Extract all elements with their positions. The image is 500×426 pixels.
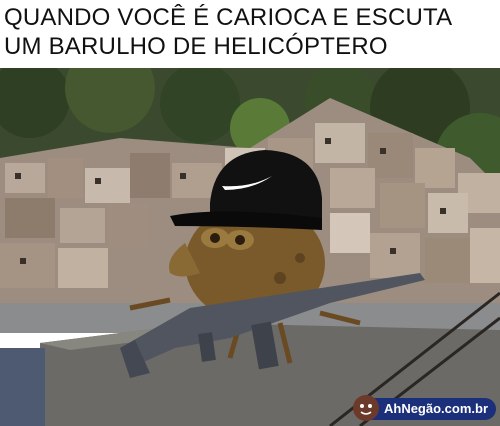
caption [0,0,500,66]
left-wall [0,348,45,426]
caption-line-2: UM BARULHO DE HELICÓPTERO [4,33,388,60]
watermark [356,398,496,420]
mascot-icon [352,394,380,422]
watermark-text: AhNegão.com.br [383,401,488,416]
meme-photo-illustration [0,68,500,426]
meme-photo [0,68,500,426]
caption-line-1: QUANDO VOCÊ É CARIOCA E ESCUTA [4,4,453,31]
